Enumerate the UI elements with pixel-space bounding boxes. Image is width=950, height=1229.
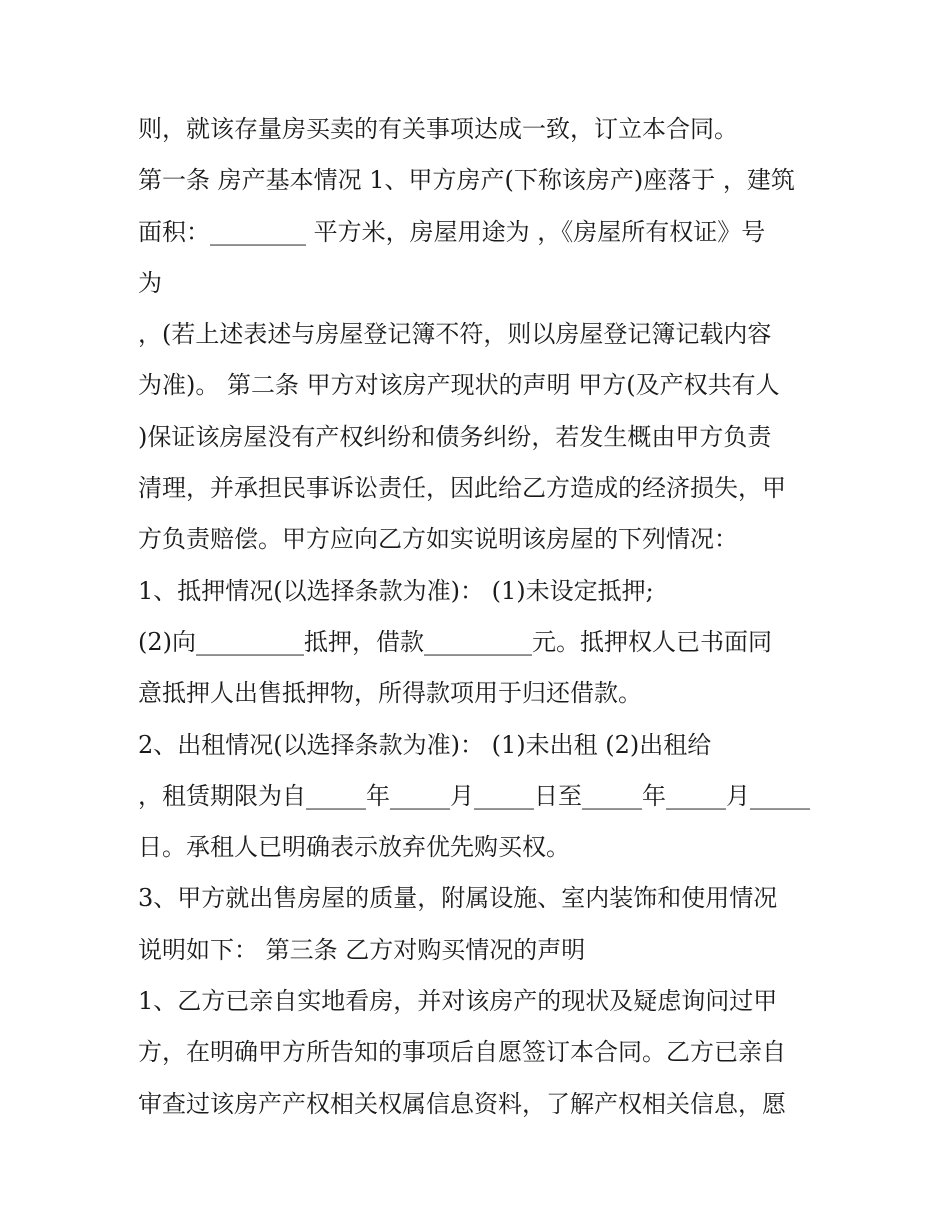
text-line: 日。承租人已明确表示放弃优先购买权。 <box>138 833 570 862</box>
text-line: 则，就该存量房买卖的有关事项达成一致，订立本合同。 <box>138 115 738 143</box>
text-line: 1、乙方已亲自实地看房，并对该房产的现状及疑虑询问过甲 <box>138 987 778 1016</box>
text-line: 2、出租情况(以选择条款为准)： (1)未出租 (2)出租给 <box>138 730 712 759</box>
text-line: 审查过该房产产权相关权属信息资料，了解产权相关信息，愿 <box>138 1089 786 1118</box>
text-line: 方，在明确甲方所告知的事项后自愿签订本合同。乙方已亲自 <box>138 1038 786 1067</box>
text-line: 第一条 房产基本情况 1、甲方房产(下称该房产)座落于 ，建筑 <box>138 166 795 195</box>
text-line: 面积：________ 平方米，房屋用途为 ，《房屋所有权证》号 <box>138 217 766 246</box>
text-line: ，租赁期限为自_____年_____月_____日至_____年_____月_____ <box>138 781 810 810</box>
contract-text <box>138 104 828 1130</box>
text-line: 1、抵押情况(以选择条款为准)： (1)未设定抵押; <box>138 576 654 605</box>
text-line: (2)向_________抵押，借款_________元。抵押权人已书面同 <box>138 627 772 656</box>
text-line: 意抵押人出售抵押物，所得款项用于归还借款。 <box>138 679 642 708</box>
text-line: 方负责赔偿。甲方应向乙方如实说明该房屋的下列情况： <box>138 525 738 554</box>
text-line: 为准)。 第二条 甲方对该房产现状的声明 甲方(及产权共有人 <box>138 371 780 400</box>
text-line: 说明如下： 第三条 乙方对购买情况的声明 <box>138 935 586 964</box>
text-line: 3、甲方就出售房屋的质量，附属设施、室内装饰和使用情况 <box>138 884 778 913</box>
text-line: )保证该房屋没有产权纠纷和债务纠纷，若发生概由甲方负责 <box>138 422 772 451</box>
text-line: 为 <box>138 268 162 297</box>
text-line: ，(若上述表述与房屋登记簿不符，则以房屋登记簿记载内容 <box>138 320 772 349</box>
text-line: 清理，并承担民事诉讼责任，因此给乙方造成的经济损失，甲 <box>138 474 786 503</box>
